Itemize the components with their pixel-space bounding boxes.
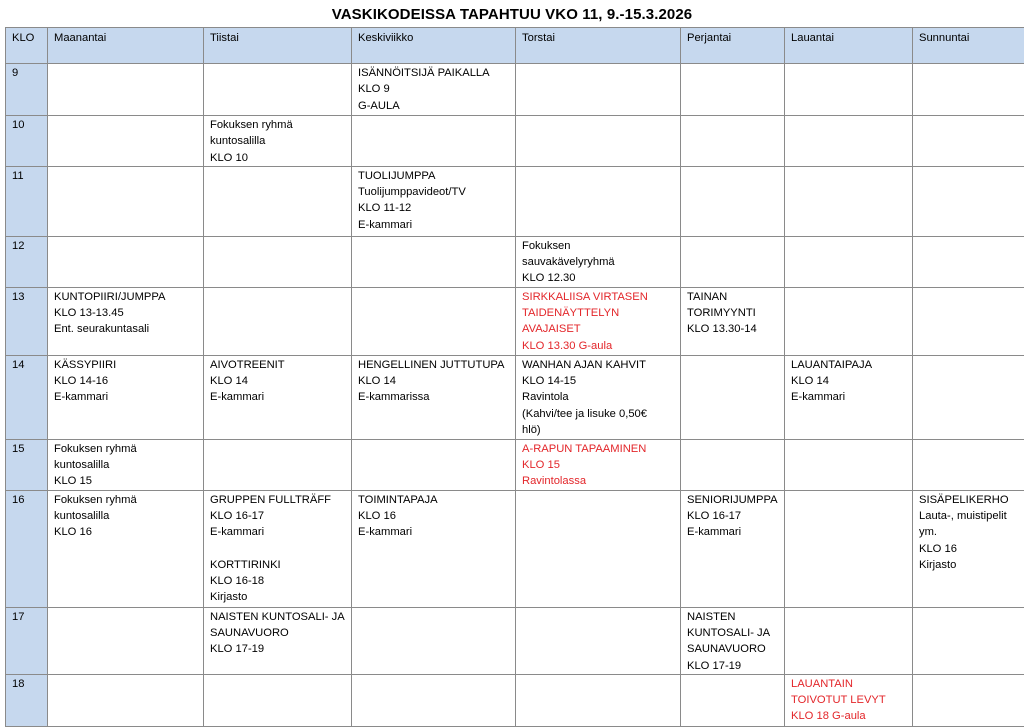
table-row xyxy=(6,607,1024,674)
event-line: Lauta-, muistipelit xyxy=(919,508,1024,524)
tuesday-cell xyxy=(204,490,352,607)
monday-cell xyxy=(48,116,204,167)
sunday-cell xyxy=(913,607,1024,674)
event-line: NAISTEN xyxy=(687,609,778,625)
event-line: E-kammari xyxy=(210,524,345,540)
table-row xyxy=(6,674,1024,726)
tuesday-cell xyxy=(204,116,352,167)
hour-cell: 14 xyxy=(6,355,48,439)
event-line: LAUANTAIPAJA xyxy=(791,357,906,373)
event-line: Tuolijumppavideot/TV xyxy=(358,184,509,200)
thursday-cell xyxy=(516,607,681,674)
event-line: LAUANTAIN xyxy=(791,676,906,692)
event-line: SENIORIJUMPPA xyxy=(687,492,778,508)
header-wednesday: Keskiviikko xyxy=(352,28,516,64)
wednesday-cell xyxy=(352,355,516,439)
table-row xyxy=(6,236,1024,287)
event-line: KLO 10 xyxy=(210,150,345,166)
hour-cell: 13 xyxy=(6,287,48,355)
thursday-cell xyxy=(516,355,681,439)
thursday-cell xyxy=(516,116,681,167)
header-klo: KLO xyxy=(6,28,48,64)
event-line: KLO 17-19 xyxy=(687,658,778,674)
event-line: KLO 15 xyxy=(522,457,674,473)
page-title: VASKIKODEISSA TAPAHTUU VKO 11, 9.-15.3.2026 xyxy=(0,6,1024,23)
friday-cell xyxy=(681,674,785,726)
event-line: AVAJAISET xyxy=(522,321,674,337)
thursday-cell xyxy=(516,236,681,287)
event-line: E-kammari xyxy=(791,389,906,405)
event-line: KLO 12.30 xyxy=(522,270,674,286)
hour-cell: 15 xyxy=(6,439,48,490)
saturday-cell xyxy=(785,355,913,439)
header-monday: Maanantai xyxy=(48,28,204,64)
saturday-cell xyxy=(785,64,913,116)
friday-cell xyxy=(681,236,785,287)
event-line: KLO 9 xyxy=(358,81,509,97)
event-line: KLO 14 xyxy=(358,373,509,389)
event-line: KLO 13.30 G-aula xyxy=(522,338,674,354)
friday-cell xyxy=(681,355,785,439)
wednesday-cell xyxy=(352,236,516,287)
tuesday-cell xyxy=(204,355,352,439)
monday-cell xyxy=(48,236,204,287)
thursday-cell xyxy=(516,439,681,490)
hour-cell: 17 xyxy=(6,607,48,674)
event-line: G-AULA xyxy=(358,98,509,114)
event-line: KLO 13-13.45 xyxy=(54,305,197,321)
event-line: GRUPPEN FULLTRÄFF xyxy=(210,492,345,508)
event-line: KLO 14 xyxy=(791,373,906,389)
tuesday-cell xyxy=(204,236,352,287)
event-line: AIVOTREENIT xyxy=(210,357,345,373)
hour-cell: 18 xyxy=(6,674,48,726)
event-line: Fokuksen ryhmä xyxy=(54,441,197,457)
event-line: KLO 14 xyxy=(210,373,345,389)
saturday-cell xyxy=(785,674,913,726)
event-line: E-kammari xyxy=(210,389,345,405)
event-line: E-kammari xyxy=(358,217,509,233)
wednesday-cell xyxy=(352,674,516,726)
wednesday-cell xyxy=(352,116,516,167)
header-friday: Perjantai xyxy=(681,28,785,64)
event-line: KLO 14-16 xyxy=(54,373,197,389)
event-line: Fokuksen xyxy=(522,238,674,254)
event-line: A-RAPUN TAPAAMINEN xyxy=(522,441,674,457)
event-line: KLO 16-18 xyxy=(210,573,345,589)
event-line: KLO 16 xyxy=(919,541,1024,557)
monday-cell xyxy=(48,166,204,236)
event-line: KLO 16-17 xyxy=(687,508,778,524)
saturday-cell xyxy=(785,287,913,355)
saturday-cell xyxy=(785,166,913,236)
table-row xyxy=(6,166,1024,236)
event-line: TOIVOTUT LEVYT xyxy=(791,692,906,708)
event-line: TUOLIJUMPPA xyxy=(358,168,509,184)
monday-cell xyxy=(48,607,204,674)
sunday-cell xyxy=(913,116,1024,167)
monday-cell xyxy=(48,64,204,116)
saturday-cell xyxy=(785,490,913,607)
event-line: kuntosalilla xyxy=(54,457,197,473)
table-row xyxy=(6,287,1024,355)
event-line: TAINAN xyxy=(687,289,778,305)
event-line: KLO 11-12 xyxy=(358,200,509,216)
monday-cell xyxy=(48,439,204,490)
header-row xyxy=(6,28,1024,64)
spacer xyxy=(210,541,345,557)
sunday-cell xyxy=(913,166,1024,236)
event-line: sauvakävelyryhmä xyxy=(522,254,674,270)
event-line: E-kammari xyxy=(358,524,509,540)
event-line: SAUNAVUORO xyxy=(687,641,778,657)
sunday-cell xyxy=(913,287,1024,355)
table-row xyxy=(6,439,1024,490)
event-line: ym. xyxy=(919,524,1024,540)
saturday-cell xyxy=(785,607,913,674)
event-line: KUNTOPIIRI/JUMPPA xyxy=(54,289,197,305)
wednesday-cell xyxy=(352,490,516,607)
friday-cell xyxy=(681,439,785,490)
event-line: KÄSSYPIIRI xyxy=(54,357,197,373)
event-line: (Kahvi/tee ja lisuke 0,50€ xyxy=(522,406,674,422)
event-line: Kirjasto xyxy=(210,589,345,605)
tuesday-cell xyxy=(204,287,352,355)
event-line: E-kammarissa xyxy=(358,389,509,405)
tuesday-cell xyxy=(204,64,352,116)
event-line: E-kammari xyxy=(687,524,778,540)
event-line: NAISTEN KUNTOSALI- JA xyxy=(210,609,345,625)
tuesday-cell xyxy=(204,607,352,674)
event-line: KLO 16 xyxy=(54,524,197,540)
wednesday-cell xyxy=(352,607,516,674)
hour-cell: 9 xyxy=(6,64,48,116)
event-line: kuntosalilla xyxy=(210,133,345,149)
event-line: KLO 16 xyxy=(358,508,509,524)
event-line: KLO 16-17 xyxy=(210,508,345,524)
thursday-cell xyxy=(516,490,681,607)
table-row xyxy=(6,355,1024,439)
hour-cell: 10 xyxy=(6,116,48,167)
header-thursday: Torstai xyxy=(516,28,681,64)
event-line: Fokuksen ryhmä xyxy=(54,492,197,508)
event-line: Ent. seurakuntasali xyxy=(54,321,197,337)
schedule-table xyxy=(5,27,1024,727)
event-line: HENGELLINEN JUTTUTUPA xyxy=(358,357,509,373)
sunday-cell xyxy=(913,355,1024,439)
event-line: TOIMINTAPAJA xyxy=(358,492,509,508)
event-line: KLO 13.30-14 xyxy=(687,321,778,337)
sunday-cell xyxy=(913,674,1024,726)
tuesday-cell xyxy=(204,674,352,726)
friday-cell xyxy=(681,490,785,607)
friday-cell xyxy=(681,607,785,674)
event-line: TORIMYYNTI xyxy=(687,305,778,321)
friday-cell xyxy=(681,166,785,236)
event-line: kuntosalilla xyxy=(54,508,197,524)
event-line: Ravintola xyxy=(522,389,674,405)
hour-cell: 12 xyxy=(6,236,48,287)
sunday-cell xyxy=(913,490,1024,607)
event-line: KORTTIRINKI xyxy=(210,557,345,573)
wednesday-cell xyxy=(352,166,516,236)
header-tuesday: Tiistai xyxy=(204,28,352,64)
wednesday-cell xyxy=(352,64,516,116)
wednesday-cell xyxy=(352,287,516,355)
event-line: KLO 17-19 xyxy=(210,641,345,657)
saturday-cell xyxy=(785,116,913,167)
event-line: Ravintolassa xyxy=(522,473,674,489)
thursday-cell xyxy=(516,674,681,726)
wednesday-cell xyxy=(352,439,516,490)
event-line: KUNTOSALI- JA xyxy=(687,625,778,641)
event-line: KLO 15 xyxy=(54,473,197,489)
header-sunday: Sunnuntai xyxy=(913,28,1024,64)
event-line: TAIDENÄYTTELYN xyxy=(522,305,674,321)
event-line: Kirjasto xyxy=(919,557,1024,573)
thursday-cell xyxy=(516,64,681,116)
monday-cell xyxy=(48,674,204,726)
event-line: SAUNAVUORO xyxy=(210,625,345,641)
event-line: E-kammari xyxy=(54,389,197,405)
saturday-cell xyxy=(785,439,913,490)
table-row xyxy=(6,64,1024,116)
sunday-cell xyxy=(913,64,1024,116)
event-line: SISÄPELIKERHO xyxy=(919,492,1024,508)
sunday-cell xyxy=(913,439,1024,490)
monday-cell xyxy=(48,490,204,607)
monday-cell xyxy=(48,287,204,355)
sunday-cell xyxy=(913,236,1024,287)
thursday-cell xyxy=(516,287,681,355)
tuesday-cell xyxy=(204,166,352,236)
saturday-cell xyxy=(785,236,913,287)
tuesday-cell xyxy=(204,439,352,490)
event-line: ISÄNNÖITSIJÄ PAIKALLA xyxy=(358,65,509,81)
event-line: SIRKKALIISA VIRTASEN xyxy=(522,289,674,305)
hour-cell: 16 xyxy=(6,490,48,607)
table-row xyxy=(6,116,1024,167)
event-line: KLO 18 G-aula xyxy=(791,708,906,724)
friday-cell xyxy=(681,287,785,355)
thursday-cell xyxy=(516,166,681,236)
friday-cell xyxy=(681,116,785,167)
event-line: KLO 14-15 xyxy=(522,373,674,389)
event-line: WANHAN AJAN KAHVIT xyxy=(522,357,674,373)
table-row xyxy=(6,490,1024,607)
friday-cell xyxy=(681,64,785,116)
event-line: Fokuksen ryhmä xyxy=(210,117,345,133)
header-saturday: Lauantai xyxy=(785,28,913,64)
hour-cell: 11 xyxy=(6,166,48,236)
event-line: hlö) xyxy=(522,422,674,438)
monday-cell xyxy=(48,355,204,439)
